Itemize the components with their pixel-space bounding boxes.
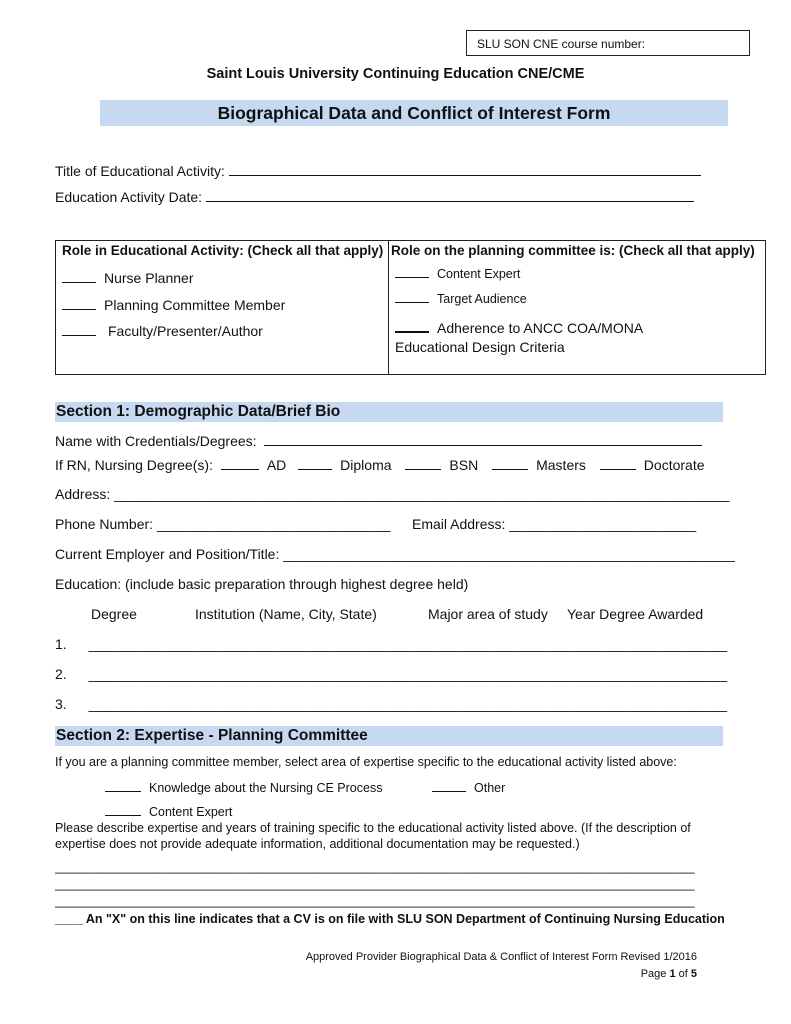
expertise-content-label: Content Expert bbox=[149, 805, 233, 819]
checkbox-blank[interactable] bbox=[395, 265, 429, 278]
expertise-other-label: Other bbox=[474, 781, 506, 795]
expertise-knowledge-label: Knowledge about the Nursing CE Process bbox=[149, 781, 383, 795]
role-item-label: Target Audience bbox=[437, 292, 527, 306]
page-total: 5 bbox=[690, 968, 697, 980]
describe-text-1: Please describe expertise and years of training specific to the educational activity listed above. (If the description of bbox=[55, 821, 691, 835]
describe-text-2: expertise does not provide adequate information, additional documentation may be requested.) bbox=[55, 837, 580, 851]
role-nurse-planner[interactable] bbox=[62, 270, 194, 286]
degree-bsn-label: BSN bbox=[449, 457, 479, 473]
describe-line-2[interactable]: ____________________________________________________________________________________________ bbox=[55, 877, 695, 891]
nursing-degree-label: If RN, Nursing Degree(s): bbox=[55, 457, 213, 473]
role-item-label: Content Expert bbox=[437, 267, 521, 281]
expertise-knowledge-option[interactable] bbox=[105, 779, 382, 795]
role-item-label: Nurse Planner bbox=[104, 270, 194, 286]
edu-row-line[interactable]: __________________________________________________________________________________ bbox=[88, 636, 728, 652]
expertise-other-option[interactable] bbox=[432, 779, 505, 795]
role-design-criteria-label: Educational Design Criteria bbox=[395, 339, 565, 355]
role-item-label: Planning Committee Member bbox=[104, 297, 286, 313]
degree-bsn-blank[interactable] bbox=[405, 457, 441, 470]
role-adherence-ancc[interactable] bbox=[395, 320, 643, 336]
degree-doctorate-label: Doctorate bbox=[643, 457, 705, 473]
edu-header-institution: Institution (Name, City, State) bbox=[195, 606, 377, 622]
describe-line-3[interactable]: ____________________________________________________________________________________________ bbox=[55, 894, 695, 908]
email-field[interactable] bbox=[412, 516, 696, 532]
page-of: of bbox=[675, 968, 691, 980]
describe-line-1[interactable]: ____________________________________________________________________________________________ bbox=[55, 860, 695, 874]
cv-on-file-row[interactable] bbox=[55, 912, 725, 926]
checkbox-blank[interactable] bbox=[105, 803, 141, 816]
degree-ad-blank[interactable] bbox=[221, 457, 259, 470]
cv-blank[interactable]: ____ bbox=[55, 912, 83, 926]
name-credentials-line[interactable] bbox=[264, 432, 702, 446]
expertise-content-option[interactable] bbox=[105, 803, 232, 819]
activity-title-line[interactable] bbox=[229, 162, 701, 176]
table-divider bbox=[388, 241, 389, 374]
edu-row-line[interactable]: __________________________________________________________________________________ bbox=[88, 696, 728, 712]
degree-masters-blank[interactable] bbox=[492, 457, 528, 470]
role-item-label: Faculty/Presenter/Author bbox=[108, 323, 263, 339]
name-credentials-field[interactable] bbox=[55, 432, 702, 449]
role-target-audience[interactable] bbox=[395, 290, 527, 306]
cv-text: An "X" on this line indicates that a CV is on file with SLU SON Department of Continuing Nursing Education bbox=[85, 912, 725, 926]
education-label: Education: (include basic preparation through highest degree held) bbox=[55, 576, 469, 592]
edu-row-1[interactable] bbox=[55, 636, 727, 652]
footer-approved: Approved Provider Biographical Data & Conflict of Interest Form Revised 1/2016 bbox=[305, 951, 697, 963]
checkbox-blank[interactable] bbox=[432, 779, 466, 792]
role-faculty-presenter[interactable] bbox=[62, 323, 263, 339]
activity-title-field[interactable] bbox=[55, 162, 701, 179]
edu-row-number: 2. bbox=[55, 666, 67, 682]
checkbox-blank[interactable] bbox=[395, 290, 429, 303]
nursing-degree-row bbox=[55, 457, 705, 473]
edu-header-degree: Degree bbox=[91, 606, 137, 622]
edu-row-number: 1. bbox=[55, 636, 67, 652]
address-field[interactable] bbox=[55, 486, 729, 502]
course-number-label: SLU SON CNE course number: bbox=[477, 37, 646, 51]
checkbox-blank[interactable] bbox=[62, 270, 96, 283]
role-left-header: Role in Educational Activity: (Check all that apply) bbox=[62, 243, 384, 258]
employer-field[interactable] bbox=[55, 546, 735, 562]
role-item-label: Adherence to ANCC COA/MONA bbox=[437, 320, 644, 336]
role-table bbox=[55, 240, 766, 375]
role-content-expert[interactable] bbox=[395, 265, 520, 281]
page-prefix: Page bbox=[640, 968, 670, 980]
section2-title: Section 2: Expertise - Planning Committee bbox=[55, 726, 723, 746]
checkbox-blank[interactable] bbox=[62, 323, 96, 336]
edu-row-3[interactable] bbox=[55, 696, 727, 712]
employer-line[interactable]: __________________________________________________________ bbox=[283, 546, 735, 562]
checkbox-blank[interactable] bbox=[395, 320, 429, 333]
activity-date-field[interactable] bbox=[55, 188, 694, 205]
email-line[interactable]: ________________________ bbox=[509, 516, 697, 532]
page-number bbox=[641, 968, 697, 980]
address-label: Address: bbox=[55, 486, 111, 502]
email-label: Email Address: bbox=[412, 516, 506, 532]
degree-diploma-label: Diploma bbox=[340, 457, 392, 473]
role-right-header: Role on the planning committee is: (Check all that apply) bbox=[391, 243, 755, 258]
degree-ad-label: AD bbox=[266, 457, 287, 473]
phone-field[interactable] bbox=[55, 516, 391, 532]
edu-row-number: 3. bbox=[55, 696, 67, 712]
activity-title-label: Title of Educational Activity: bbox=[55, 163, 225, 179]
activity-date-line[interactable] bbox=[206, 188, 694, 202]
edu-header-year: Year Degree Awarded bbox=[567, 606, 704, 622]
organization-name: Saint Louis University Continuing Education CNE/CME bbox=[206, 66, 585, 82]
form-title: Biographical Data and Conflict of Interest Form bbox=[100, 100, 728, 126]
edu-row-2[interactable] bbox=[55, 666, 727, 682]
name-credentials-label: Name with Credentials/Degrees: bbox=[55, 433, 257, 449]
employer-label: Current Employer and Position/Title: bbox=[55, 546, 280, 562]
course-number-box[interactable] bbox=[466, 30, 750, 56]
page-current: 1 bbox=[669, 968, 676, 980]
activity-date-label: Education Activity Date: bbox=[55, 189, 203, 205]
role-planning-committee-member[interactable] bbox=[62, 297, 285, 313]
edu-header-major: Major area of study bbox=[428, 606, 548, 622]
section2-intro: If you are a planning committee member, select area of expertise specific to the educational activity listed above: bbox=[55, 755, 677, 769]
edu-row-line[interactable]: __________________________________________________________________________________ bbox=[88, 666, 728, 682]
degree-doctorate-blank[interactable] bbox=[600, 457, 636, 470]
degree-diploma-blank[interactable] bbox=[298, 457, 332, 470]
checkbox-blank[interactable] bbox=[105, 779, 141, 792]
section1-title: Section 1: Demographic Data/Brief Bio bbox=[55, 402, 723, 422]
phone-label: Phone Number: bbox=[55, 516, 154, 532]
address-line[interactable]: _______________________________________________________________________________ bbox=[114, 486, 730, 502]
phone-line[interactable]: ______________________________ bbox=[156, 516, 391, 532]
checkbox-blank[interactable] bbox=[62, 297, 96, 310]
degree-masters-label: Masters bbox=[536, 457, 586, 473]
